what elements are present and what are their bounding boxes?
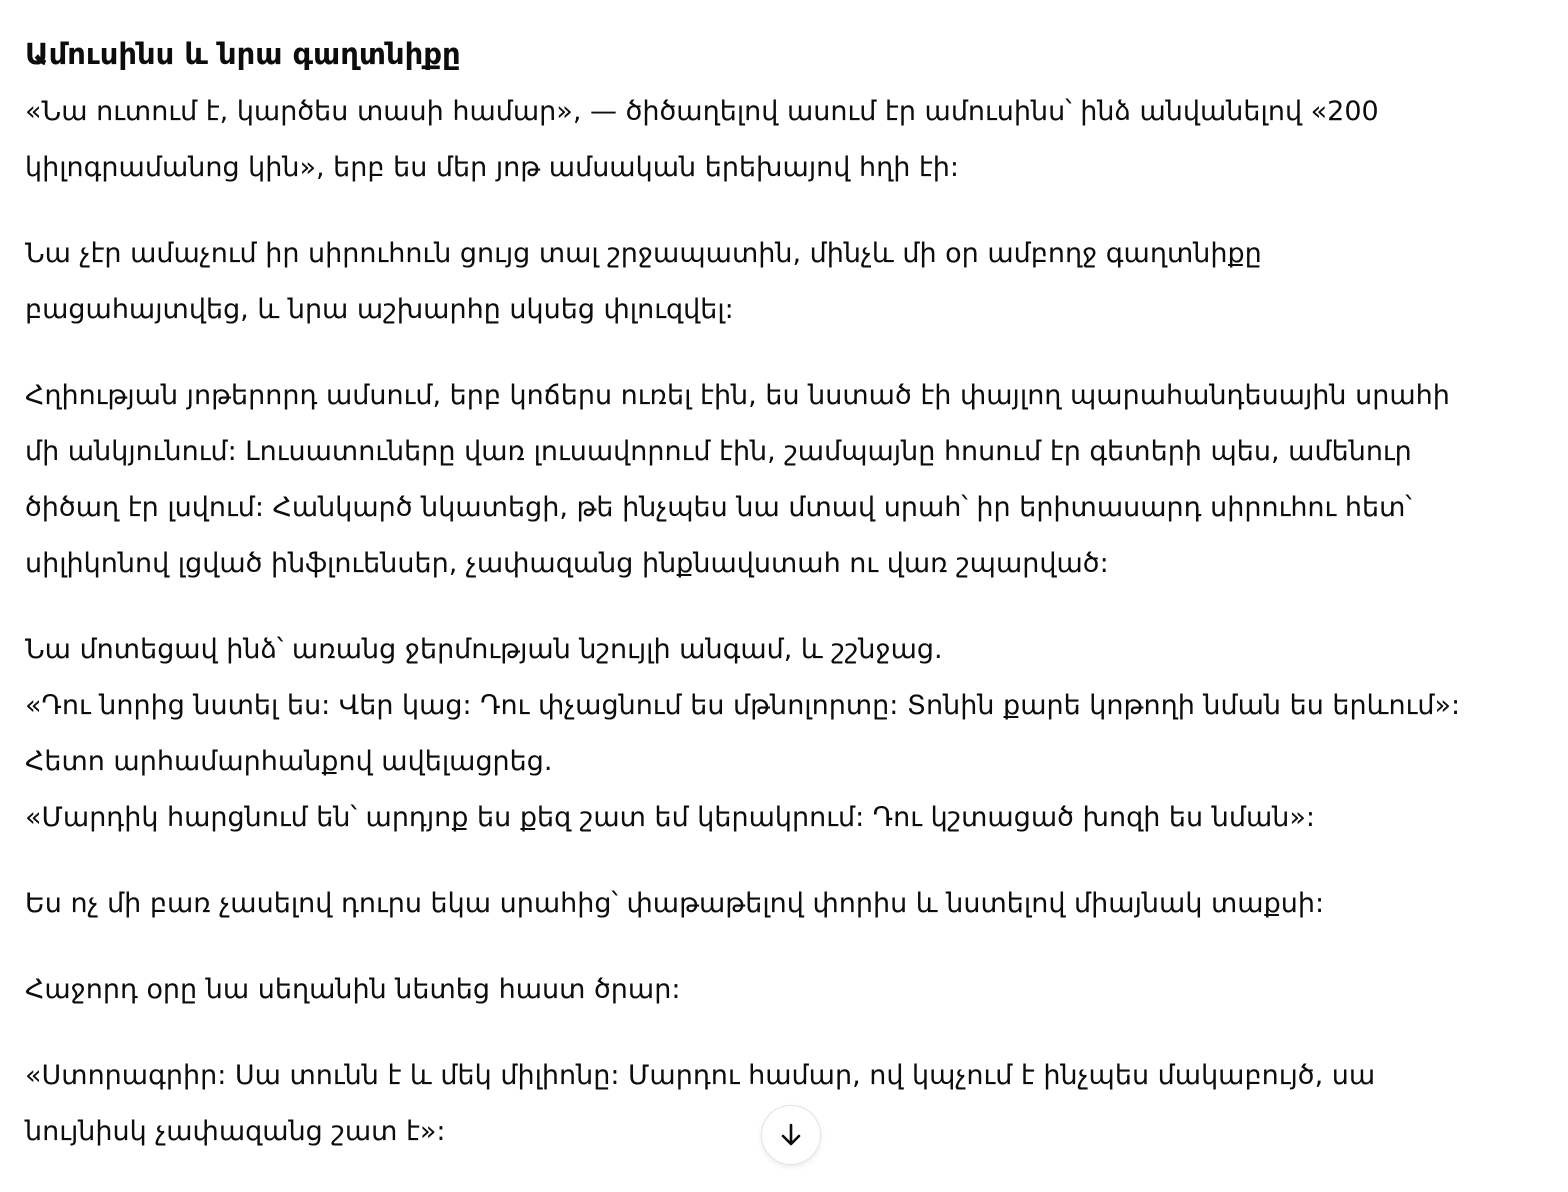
paragraph-line: «Դու նորից նստել ես: Վեր կաց: Դու փչացնում ես մթնոլորտը: Տոնին քարե կոթողի նման ես երևում»: [25,690,1461,721]
paragraph-line: Ես ոչ մի բառ չասելով դուրս եկա սրահից՝ փաթաթելով փորիս և նստելով միայնակ տաքսի: [25,888,1325,919]
paragraph [25,84,1560,196]
arrow-down-icon [776,1120,806,1150]
paragraph-line: «Նա ուտում է, կարծես տասի համար», — ծիծաղելով ասում էր ամուսինս՝ ինձ անվանելով «200 [25,96,1379,127]
paragraph-line: «Ստորագրիր: Սա տունն է և մեկ միլիոնը: Մարդու համար, ով կպչում է ինչպես մակաբույծ, սա [25,1060,1376,1091]
article-body [25,84,1560,1160]
paragraph [25,876,1560,932]
paragraph [25,226,1560,338]
paragraph [25,368,1560,592]
paragraph [25,622,1560,846]
paragraph-line: ծիծաղ էր լսվում: Հանկարծ նկատեցի, թե ինչպես նա մտավ սրահ՝ իր երիտասարդ սիրուհու հետ՝ [25,492,1412,523]
paragraph-line: մի անկյունում: Լուսատուները վառ լուսավորում էին, շամպայնը հոսում էր գետերի պես, ամենուր [25,436,1412,467]
paragraph-line: Հղիության յոթերորդ ամսում, երբ կոճերս ուռել էին, ես նստած էի փայլող պարահանդեսային սրահի [25,380,1450,411]
paragraph-line: Հետո արհամարհանքով ավելացրեց. [25,746,553,777]
paragraph-line: բացահայտվեց, և նրա աշխարհը սկսեց փլուզվել: [25,294,734,325]
paragraph-line: Նա մոտեցավ ինձ՝ առանց ջերմության նշույլի անգամ, և շշնջաց. [25,634,943,665]
paragraph-line: «Մարդիկ հարցնում են՝ արդյոք ես քեզ շատ եմ կերակրում: Դու կշտացած խոզի ես նման»: [25,802,1315,833]
paragraph-line: սիլիկոնով լցված ինֆլուենսեր, չափազանց ինքնավստահ ու վառ շպարված: [25,548,1109,579]
paragraph-line: Նա չէր ամաչում իր սիրուհուն ցույց տալ շրջապատին, մինչև մի օր ամբողջ գաղտնիքը [25,238,1262,269]
article [25,26,1560,1190]
paragraph [25,962,1560,1018]
scroll-to-bottom-button[interactable] [761,1105,821,1165]
article-title: Ամուսինս և նրա գաղտնիքը [25,37,461,71]
paragraph-line: Հաջորդ օրը նա սեղանին նետեց հաստ ծրար: [25,974,681,1005]
paragraph-line: կիլոգրամանոց կին», երբ ես մեր յոթ ամսական երեխայով հղի էի: [25,152,959,183]
paragraph-line: նույնիսկ չափազանց շատ է»: [25,1116,446,1147]
